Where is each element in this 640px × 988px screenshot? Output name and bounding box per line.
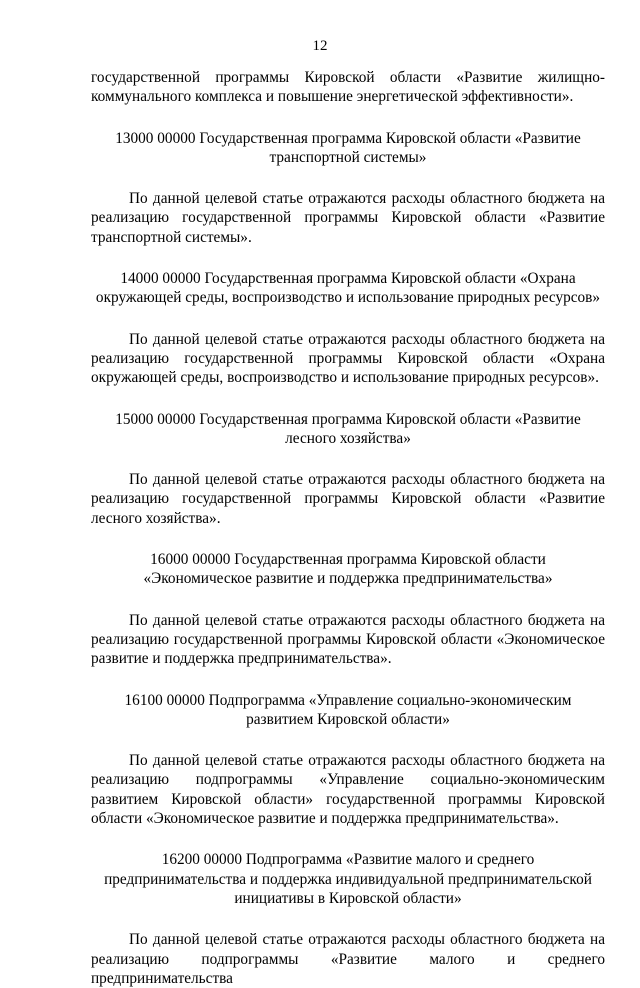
paragraph-13000: По данной целевой статье отражаются расходы областного бюджета на реализацию государственной программы Кировской области «Развитие транспортной системы». <box>91 190 605 246</box>
paragraph-16100: По данной целевой статье отражаются расходы областного бюджета на реализацию подпрограммы «Управление социально-экономическим развитием Кировской области» государственной программы Кировской области «Экономическое развитие и поддержка предпринимательства». <box>91 752 605 828</box>
heading-16200: 16200 00000 Подпрограмма «Развитие малого и среднего предпринимательства и поддержка индивидуальной предпринимательской инициативы в Кировской области» <box>104 851 592 907</box>
heading-16100: 16100 00000 Подпрограмма «Управление социально-экономическим развитием Кировской области» <box>124 691 572 728</box>
paragraph-16200: По данной целевой статье отражаются расходы областного бюджета на реализацию подпрограммы «Развитие малого и среднего предпринимательства <box>91 931 605 987</box>
heading-16000: 16000 00000 Государственная программа Кировской области «Экономическое развитие и поддержка предпринимательства» <box>143 551 553 588</box>
document-body <box>91 68 605 988</box>
paragraph-15000: По данной целевой статье отражаются расходы областного бюджета на реализацию государственной программы Кировской области «Развитие лесного хозяйства». <box>91 471 605 527</box>
heading-15000: 15000 00000 Государственная программа Кировской области «Развитие лесного хозяйства» <box>115 410 581 447</box>
paragraph-continuation: государственной программы Кировской области «Развитие жилищно-коммунального комплекса и повышение энергетической эффективности». <box>91 69 605 106</box>
page-number: 12 <box>312 38 328 54</box>
heading-13000: 13000 00000 Государственная программа Кировской области «Развитие транспортной системы» <box>115 129 581 166</box>
heading-14000: 14000 00000 Государственная программа Кировской области «Охрана окружающей среды, воспроизводство и использование природных ресурсов» <box>95 270 601 307</box>
paragraph-14000: По данной целевой статье отражаются расходы областного бюджета на реализацию государственной программы Кировской области «Охрана окружающей среды, воспроизводство и использование природных ресурсов». <box>91 330 605 387</box>
paragraph-16000: По данной целевой статье отражаются расходы областного бюджета на реализацию государственной программы Кировской области «Экономическое развитие и поддержка предпринимательства». <box>91 611 605 668</box>
